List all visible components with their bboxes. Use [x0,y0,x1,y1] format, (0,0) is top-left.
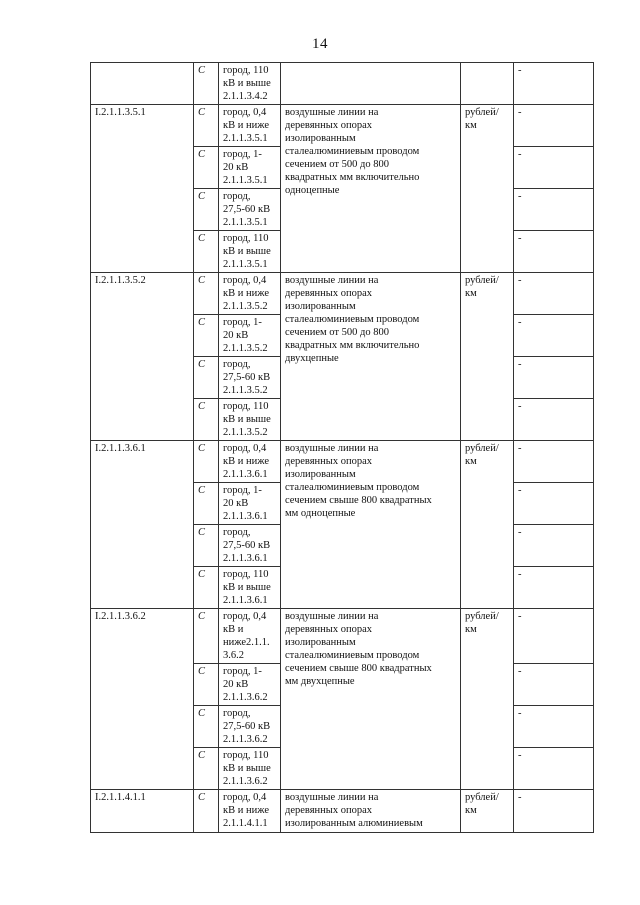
row-description-line: двухцепные [285,353,339,364]
row-location-line: 27,5-60 кВ [223,721,271,732]
row-description-line: изолированным [285,469,356,480]
row-location-line: кВ и выше [223,414,271,425]
row-description-line: деревянных опорах [285,805,373,816]
row-description-line: воздушные линии на [285,792,379,803]
row-value: - [514,748,594,790]
page-number: 14 [312,36,328,52]
table-row [91,790,594,833]
row-location-line: 2.1.1.3.6.2 [223,776,268,787]
table-row [91,609,594,664]
row-description-line: воздушные линии на [285,443,379,454]
row-description-line: изолированным [285,637,356,648]
row-location-line: город, 0,4 [223,107,267,118]
row-description-line: деревянных опорах [285,120,373,131]
row-location-line: 27,5-60 кВ [223,540,271,551]
row-description-line: деревянных опорах [285,624,373,635]
row-unit-line: км [465,805,477,816]
row-location-line: город, 1- [223,317,262,328]
row-location [219,706,281,748]
row-location [219,189,281,231]
row-location-line: 2.1.1.4.1.1 [223,818,268,829]
row-location [219,441,281,483]
row-value: - [514,147,594,189]
row-location [219,63,281,105]
row-category: С [194,567,219,609]
row-location-line: город, [223,359,251,370]
row-description-line: воздушные линии на [285,107,379,118]
row-description-line: одноцепные [285,185,340,196]
row-description-line: сталеалюминиевым проводом [285,146,420,157]
row-location-line: кВ и выше [223,78,271,89]
row-description-line: воздушные линии на [285,275,379,286]
row-location-line: 2.1.1.3.5.2 [223,427,268,438]
row-description [281,273,461,441]
row-category: С [194,748,219,790]
row-description [281,105,461,273]
row-location [219,399,281,441]
row-location-line: город, 110 [223,569,269,580]
row-value: - [514,189,594,231]
row-location-line: 2.1.1.3.6.2 [223,692,268,703]
row-value: - [514,664,594,706]
row-category: С [194,357,219,399]
row-location-line: 2.1.1.3.5.2 [223,301,268,312]
row-location-line: кВ и ниже [223,805,269,816]
row-location-line: кВ и выше [223,763,271,774]
table-row [91,273,594,315]
row-location-line: город, 110 [223,401,269,412]
table-row [91,63,594,105]
row-category: С [194,189,219,231]
row-location-line: 2.1.1.3.6.2 [223,734,268,745]
row-code: I.2.1.1.4.1.1 [91,790,194,833]
table-row [91,105,594,147]
row-category: С [194,147,219,189]
row-category: С [194,63,219,105]
row-category: С [194,399,219,441]
row-description-line: квадратных мм включительно [285,340,420,351]
row-category: С [194,706,219,748]
row-description [281,441,461,609]
row-code: I.2.1.1.3.5.2 [91,273,194,441]
row-location-line: 20 кВ [223,162,249,173]
row-location-line: 2.1.1.3.5.2 [223,343,268,354]
row-value: - [514,63,594,105]
row-location-line: город, [223,527,251,538]
row-location [219,664,281,706]
row-category: С [194,231,219,273]
row-unit-line: км [465,120,477,131]
row-location-line: кВ и ниже [223,120,269,131]
row-location-line: город, 0,4 [223,792,267,803]
row-location-line: 2.1.1.3.6.1 [223,511,268,522]
row-description-line: сечением свыше 800 квадратных [285,495,432,506]
row-description-line: воздушные линии на [285,611,379,622]
row-location-line: 2.1.1.3.5.1 [223,175,268,186]
row-location-line: 20 кВ [223,498,249,509]
row-description-line: сечением от 500 до 800 [285,159,389,170]
row-location-line: город, 110 [223,233,269,244]
row-description-line: сталеалюминиевым проводом [285,482,420,493]
row-category: С [194,441,219,483]
row-code: I.2.1.1.3.6.2 [91,609,194,790]
row-location-line: 27,5-60 кВ [223,372,271,383]
row-location-line: город, [223,708,251,719]
row-value: - [514,441,594,483]
row-description-line: изолированным [285,301,356,312]
row-location-line: 2.1.1.3.5.2 [223,385,268,396]
row-location-line: 2.1.1.3.5.1 [223,133,268,144]
row-unit [461,790,514,833]
row-location-line: город, 1- [223,485,262,496]
row-value: - [514,105,594,147]
row-location-line: ниже2.1.1. [223,637,270,648]
row-value: - [514,706,594,748]
row-location-line: 2.1.1.3.6.1 [223,469,268,480]
row-location-line: 2.1.1.3.6.1 [223,595,268,606]
row-location [219,315,281,357]
row-category: С [194,483,219,525]
row-unit-line: рублей/ [465,611,499,622]
row-unit-line: рублей/ [465,443,499,454]
row-category: С [194,790,219,833]
row-location-line: город, 0,4 [223,275,267,286]
row-value: - [514,483,594,525]
row-value: - [514,790,594,833]
row-description-line: сечением от 500 до 800 [285,327,389,338]
row-description-line: деревянных опорах [285,288,373,299]
row-location-line: 27,5-60 кВ [223,204,271,215]
row-description-line: изолированным алюминиевым [285,818,423,829]
row-description-line: сечением свыше 800 квадратных [285,663,432,674]
row-location-line: кВ и выше [223,246,271,257]
row-unit-line: км [465,456,477,467]
row-location-line: город, [223,191,251,202]
row-description-line: деревянных опорах [285,456,373,467]
row-location [219,609,281,664]
row-category: С [194,664,219,706]
row-location-line: кВ и ниже [223,288,269,299]
row-value: - [514,315,594,357]
row-category: С [194,273,219,315]
row-location [219,567,281,609]
tariff-table [90,62,594,833]
row-location-line: 20 кВ [223,679,249,690]
row-location [219,105,281,147]
row-unit-line: рублей/ [465,275,499,286]
row-description-line: изолированным [285,133,356,144]
row-description-line: сталеалюминиевым проводом [285,314,420,325]
row-value: - [514,609,594,664]
row-location-line: город, 0,4 [223,611,267,622]
row-description [281,790,461,833]
row-description-line: мм одноцепные [285,508,356,519]
row-unit-line: км [465,288,477,299]
row-location [219,748,281,790]
row-description-line: сталеалюминиевым проводом [285,650,420,661]
row-code: I.2.1.1.3.6.1 [91,441,194,609]
row-value: - [514,567,594,609]
row-location-line: 2.1.1.3.5.1 [223,217,268,228]
row-value: - [514,525,594,567]
table-row [91,441,594,483]
row-category: С [194,609,219,664]
row-location-line: 2.1.1.3.5.1 [223,259,268,270]
row-location-line: 2.1.1.3.4.2 [223,91,268,102]
row-location-line: кВ и ниже [223,456,269,467]
row-location-line: кВ и выше [223,582,271,593]
row-location-line: 20 кВ [223,330,249,341]
row-unit [461,441,514,609]
row-location [219,357,281,399]
row-value: - [514,231,594,273]
row-unit-line: рублей/ [465,107,499,118]
row-category: С [194,105,219,147]
row-location [219,231,281,273]
row-unit-line: рублей/ [465,792,499,803]
row-description [281,609,461,790]
row-unit [461,609,514,790]
row-location-line: город, 1- [223,149,262,160]
row-value: - [514,399,594,441]
row-location [219,483,281,525]
row-description-line: квадратных мм включительно [285,172,420,183]
row-description-line: мм двухцепные [285,676,355,687]
row-unit [461,273,514,441]
row-location-line: город, 110 [223,750,269,761]
row-unit-line: км [465,624,477,635]
row-category: С [194,315,219,357]
row-location-line: город, 1- [223,666,262,677]
row-location-line: 3.6.2 [223,650,244,661]
row-unit [461,63,514,105]
row-category: С [194,525,219,567]
row-location [219,147,281,189]
row-code [91,63,194,105]
row-description [281,63,461,105]
row-location [219,273,281,315]
row-unit [461,105,514,273]
row-code: I.2.1.1.3.5.1 [91,105,194,273]
row-value: - [514,357,594,399]
row-location [219,525,281,567]
row-location-line: 2.1.1.3.6.1 [223,553,268,564]
row-value: - [514,273,594,315]
row-location-line: город, 0,4 [223,443,267,454]
row-location-line: кВ и [223,624,244,635]
row-location-line: город, 110 [223,65,269,76]
row-location [219,790,281,833]
